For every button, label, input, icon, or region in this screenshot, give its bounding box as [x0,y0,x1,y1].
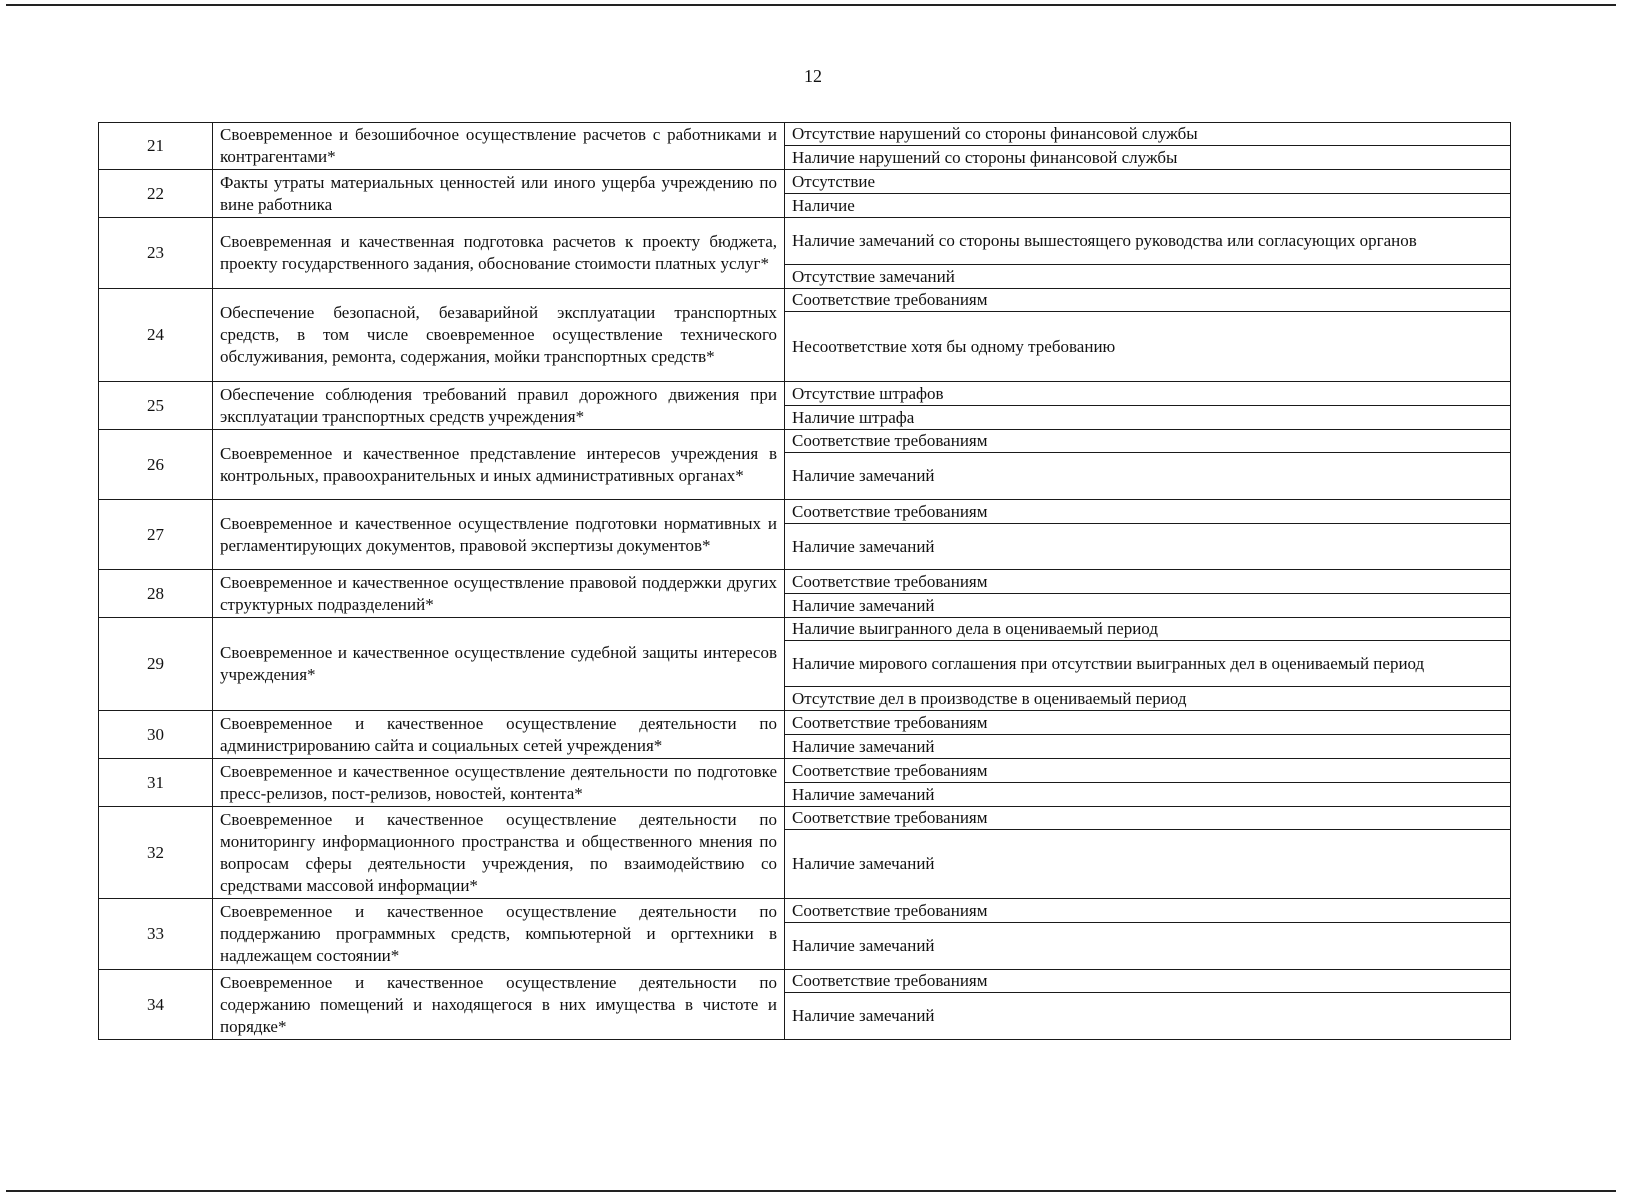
row-number: 21 [99,123,213,170]
assessment-option: Наличие нарушений со стороны финансовой службы [785,146,1511,170]
table-row [99,570,1511,594]
assessment-option: Отсутствие нарушений со стороны финансовой службы [785,123,1511,146]
criterion-description: Своевременное и качественное осуществление деятельности по мониторингу информационного пространства и общественного мнения по вопросам сферы деятельности учреждения, по взаимодействию со средствами массовой информации* [213,807,785,899]
row-number: 32 [99,807,213,899]
assessment-option: Наличие штрафа [785,406,1511,430]
row-number: 34 [99,970,213,1040]
table-row [99,170,1511,194]
assessment-option: Наличие замечаний [785,524,1511,570]
criterion-description: Своевременное и качественное осуществление судебной защиты интересов учреждения* [213,618,785,711]
table-row [99,711,1511,735]
assessment-option: Наличие замечаний [785,923,1511,970]
row-number: 27 [99,500,213,570]
criterion-description: Своевременное и качественное представление интересов учреждения в контрольных, правоохранительных и иных административных органах* [213,430,785,500]
row-number: 25 [99,382,213,430]
criterion-description: Факты утраты материальных ценностей или иного ущерба учреждению по вине работника [213,170,785,218]
row-number: 33 [99,899,213,970]
table-row [99,500,1511,524]
row-number: 26 [99,430,213,500]
row-number: 30 [99,711,213,759]
table-row [99,899,1511,923]
assessment-option: Отсутствие [785,170,1511,194]
assessment-option: Соответствие требованиям [785,807,1511,830]
assessment-option: Соответствие требованиям [785,289,1511,312]
assessment-option: Наличие выигранного дела в оцениваемый период [785,618,1511,641]
assessment-option: Отсутствие штрафов [785,382,1511,406]
row-number: 23 [99,218,213,289]
assessment-option: Соответствие требованиям [785,500,1511,524]
assessment-option: Соответствие требованиям [785,899,1511,923]
assessment-option: Наличие [785,194,1511,218]
assessment-option: Наличие замечаний [785,594,1511,618]
assessment-option: Наличие замечаний [785,993,1511,1040]
row-number: 29 [99,618,213,711]
table-row [99,123,1511,146]
criterion-description: Своевременное и качественное осуществление деятельности по администрированию сайта и социальных сетей учреждения* [213,711,785,759]
assessment-option: Наличие замечаний [785,735,1511,759]
assessment-option: Наличие мирового соглашения при отсутствии выигранных дел в оцениваемый период [785,641,1511,687]
assessment-option: Наличие замечаний [785,830,1511,899]
criteria-table [98,122,1511,1040]
assessment-option: Наличие замечаний [785,453,1511,500]
assessment-option: Отсутствие замечаний [785,265,1511,289]
assessment-option: Соответствие требованиям [785,970,1511,993]
row-number: 22 [99,170,213,218]
assessment-option: Соответствие требованиям [785,711,1511,735]
criterion-description: Своевременное и качественное осуществление деятельности по поддержанию программных средств, компьютерной и оргтехники в надлежащем состоянии* [213,899,785,970]
criterion-description: Своевременная и качественная подготовка расчетов к проекту бюджета, проекту государственного задания, обоснование стоимости платных услуг* [213,218,785,289]
row-number: 31 [99,759,213,807]
table-row [99,382,1511,406]
assessment-option: Несоответствие хотя бы одному требованию [785,312,1511,382]
table-row [99,289,1511,312]
assessment-option: Наличие замечаний со стороны вышестоящего руководства или согласующих органов [785,218,1511,265]
table-row [99,759,1511,783]
assessment-option: Отсутствие дел в производстве в оцениваемый период [785,687,1511,711]
criterion-description: Своевременное и качественное осуществление правовой поддержки других структурных подразделений* [213,570,785,618]
row-number: 24 [99,289,213,382]
criterion-description: Обеспечение безопасной, безаварийной эксплуатации транспортных средств, в том числе своевременное осуществление технического обслуживания, ремонта, содержания, мойки транспортных средств* [213,289,785,382]
assessment-option: Соответствие требованиям [785,570,1511,594]
table-row [99,430,1511,453]
table-row [99,218,1511,265]
page-number: 12 [804,66,822,86]
row-number: 28 [99,570,213,618]
criterion-description: Своевременное и безошибочное осуществление расчетов с работниками и контрагентами* [213,123,785,170]
criterion-description: Своевременное и качественное осуществление подготовки нормативных и регламентирующих документов, правовой экспертизы документов* [213,500,785,570]
criterion-description: Своевременное и качественное осуществление деятельности по содержанию помещений и находящегося в них имущества в чистоте и порядке* [213,970,785,1040]
assessment-option: Соответствие требованиям [785,430,1511,453]
criterion-description: Обеспечение соблюдения требований правил дорожного движения при эксплуатации транспортных средств учреждения* [213,382,785,430]
assessment-option: Соответствие требованиям [785,759,1511,783]
criterion-description: Своевременное и качественное осуществление деятельности по подготовке пресс-релизов, пост-релизов, новостей, контента* [213,759,785,807]
table-row [99,618,1511,641]
criteria-table-body [99,123,1511,1040]
table-row [99,807,1511,830]
table-row [99,970,1511,993]
assessment-option: Наличие замечаний [785,783,1511,807]
